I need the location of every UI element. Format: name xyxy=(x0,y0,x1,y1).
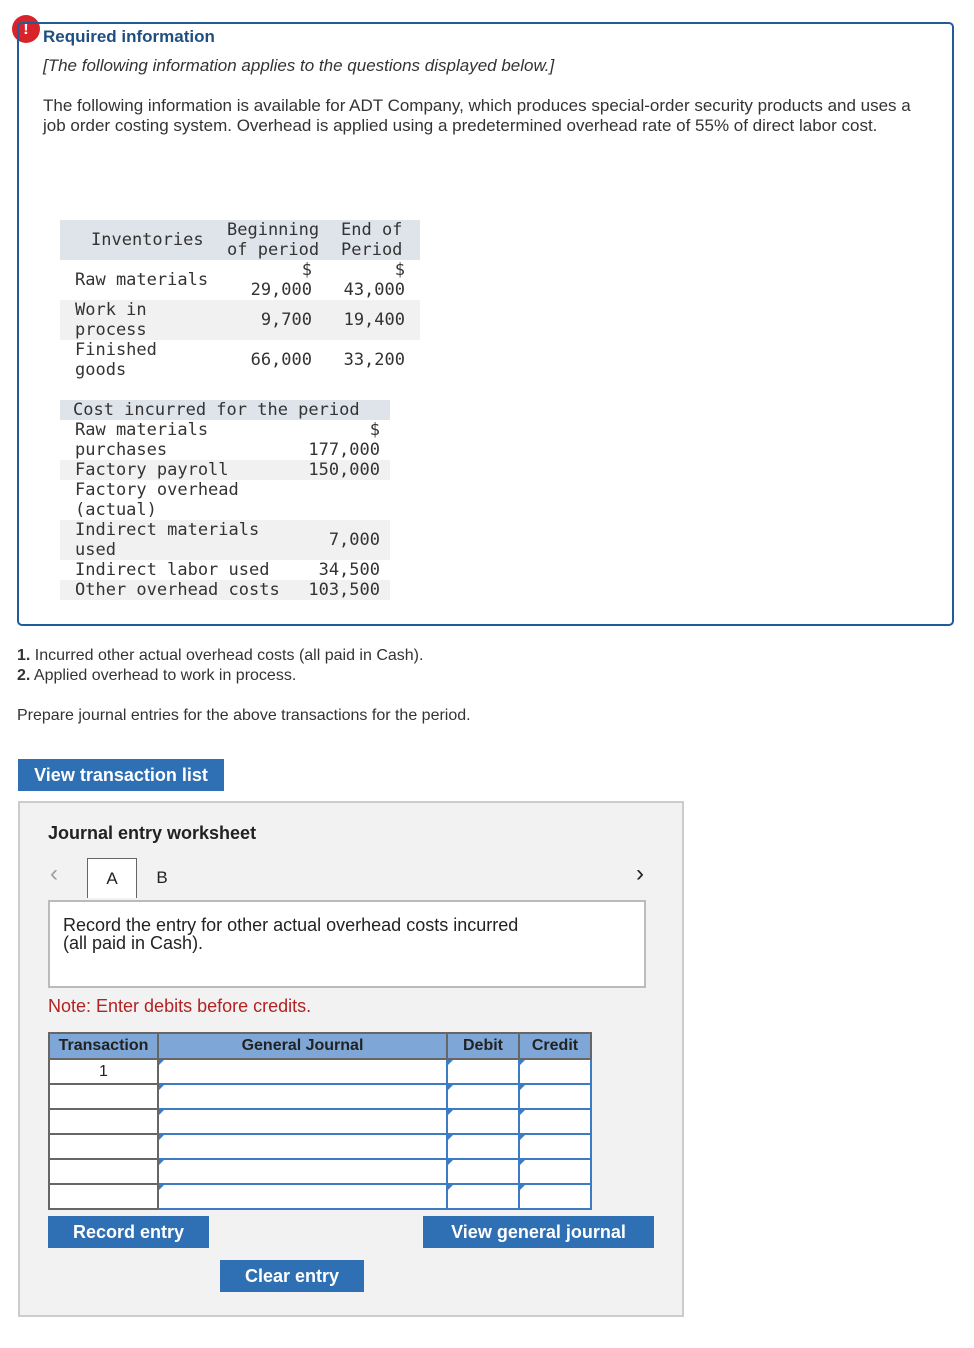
inv-row-label: Work in xyxy=(75,300,147,320)
account-input[interactable] xyxy=(158,1159,447,1184)
instruction-number: 1. xyxy=(17,647,31,664)
account-input[interactable] xyxy=(158,1084,447,1109)
cost-value: 150,000 xyxy=(308,460,380,480)
record-entry-button[interactable]: Record entry xyxy=(48,1216,209,1248)
cost-value: 177,000 xyxy=(308,440,380,460)
inv-begin-value: 29,000 xyxy=(250,280,312,300)
cost-row-label: purchases xyxy=(75,440,168,460)
credit-input[interactable] xyxy=(519,1109,591,1134)
cost-row-label: (actual) xyxy=(75,500,157,520)
tab-b[interactable]: B xyxy=(156,868,168,887)
inv-currency: $ xyxy=(394,260,405,280)
credit-input[interactable] xyxy=(519,1059,591,1084)
cost-row-label: Indirect labor used xyxy=(75,560,270,580)
debit-input[interactable] xyxy=(447,1159,519,1184)
costs-heading: Cost incurred for the period xyxy=(73,400,360,420)
inv-end-value: 19,400 xyxy=(343,310,405,330)
account-input[interactable] xyxy=(158,1059,447,1084)
account-input[interactable] xyxy=(158,1134,447,1159)
transaction-number xyxy=(49,1184,158,1209)
chevron-left-icon[interactable]: ‹ xyxy=(50,860,58,887)
inventories-col-label: Inventories xyxy=(91,230,204,250)
table-row xyxy=(49,1084,591,1109)
credit-input[interactable] xyxy=(519,1084,591,1109)
cost-row-label: Factory overhead xyxy=(75,480,239,500)
entry-prompt-text: Record the entry for other actual overhead costs incurred (all paid in Cash). xyxy=(63,915,519,953)
inv-begin-value: 9,700 xyxy=(260,310,312,330)
begin-col-header-2: of period xyxy=(227,240,320,260)
cost-row-label: Indirect materials xyxy=(75,520,260,540)
instruction-number: 2. xyxy=(17,667,31,684)
transaction-number: 1 xyxy=(49,1059,158,1084)
journal-header-row xyxy=(49,1033,591,1059)
credit-input[interactable] xyxy=(519,1159,591,1184)
begin-col-header-1: Beginning xyxy=(227,220,320,240)
debit-input[interactable] xyxy=(447,1084,519,1109)
credit-input[interactable] xyxy=(519,1134,591,1159)
instruction-text: Applied overhead to work in process. xyxy=(33,667,297,684)
tab-a[interactable]: A xyxy=(87,858,137,898)
inv-row-label: goods xyxy=(75,360,127,380)
transaction-number xyxy=(49,1109,158,1134)
debit-input[interactable] xyxy=(447,1134,519,1159)
end-col-header-1: End of xyxy=(341,220,403,240)
inv-row-label: process xyxy=(75,320,147,340)
table-row xyxy=(49,1184,591,1209)
required-info-title: Required information xyxy=(43,27,215,46)
required-info-subtitle: [The following information applies to the questions displayed below.] xyxy=(43,56,555,75)
transaction-number xyxy=(49,1084,158,1109)
inv-currency: $ xyxy=(301,260,312,280)
chevron-right-icon[interactable]: › xyxy=(636,860,644,887)
alert-icon: ! xyxy=(12,15,40,43)
table-row xyxy=(49,1109,591,1134)
debit-input[interactable] xyxy=(447,1184,519,1209)
journal-table xyxy=(48,1032,592,1210)
worksheet-title: Journal entry worksheet xyxy=(48,823,257,843)
inv-row-label: Raw materials xyxy=(75,270,209,290)
instruction-prompt: Prepare journal entries for the above transactions for the period. xyxy=(17,707,471,724)
transaction-header: Transaction xyxy=(49,1033,158,1059)
instruction-item-2 xyxy=(17,667,296,685)
cost-row-label: used xyxy=(75,540,116,560)
transaction-number xyxy=(49,1134,158,1159)
cost-row-label: Other overhead costs xyxy=(75,580,280,600)
cost-row-label: Raw materials xyxy=(75,420,209,440)
inv-end-value: 33,200 xyxy=(343,350,405,370)
cost-value: 7,000 xyxy=(328,530,380,550)
view-transaction-list-button[interactable]: View transaction list xyxy=(18,759,224,791)
account-input[interactable] xyxy=(158,1184,447,1209)
cost-value: 103,500 xyxy=(308,580,380,600)
table-row xyxy=(49,1059,591,1084)
debit-header: Debit xyxy=(447,1033,519,1059)
debit-input[interactable] xyxy=(447,1059,519,1084)
cost-currency: $ xyxy=(369,420,380,440)
transaction-number xyxy=(49,1159,158,1184)
table-row xyxy=(49,1134,591,1159)
view-general-journal-button[interactable]: View general journal xyxy=(423,1216,654,1248)
general-journal-header: General Journal xyxy=(158,1033,447,1059)
inv-row-label: Finished xyxy=(75,340,157,360)
cost-value: 34,500 xyxy=(318,560,380,580)
debit-input[interactable] xyxy=(447,1109,519,1134)
required-info-description: The following information is available for ADT Company, which produces special-order security products and uses a job order costing system. Overhead is applied using a predetermined overhead rate of 55% of direct labor cost. xyxy=(43,96,911,135)
instruction-item-1 xyxy=(17,647,423,665)
inv-begin-value: 66,000 xyxy=(250,350,312,370)
credit-input[interactable] xyxy=(519,1184,591,1209)
end-col-header-2: Period xyxy=(341,240,403,260)
clear-entry-button[interactable]: Clear entry xyxy=(220,1260,364,1292)
inv-end-value: 43,000 xyxy=(343,280,405,300)
account-input[interactable] xyxy=(158,1109,447,1134)
cost-row-label: Factory payroll xyxy=(75,460,229,480)
table-row xyxy=(49,1159,591,1184)
credit-header: Credit xyxy=(519,1033,591,1059)
instruction-text: Incurred other actual overhead costs (all paid in Cash). xyxy=(34,647,424,664)
debit-credit-note: Note: Enter debits before credits. xyxy=(48,996,312,1016)
